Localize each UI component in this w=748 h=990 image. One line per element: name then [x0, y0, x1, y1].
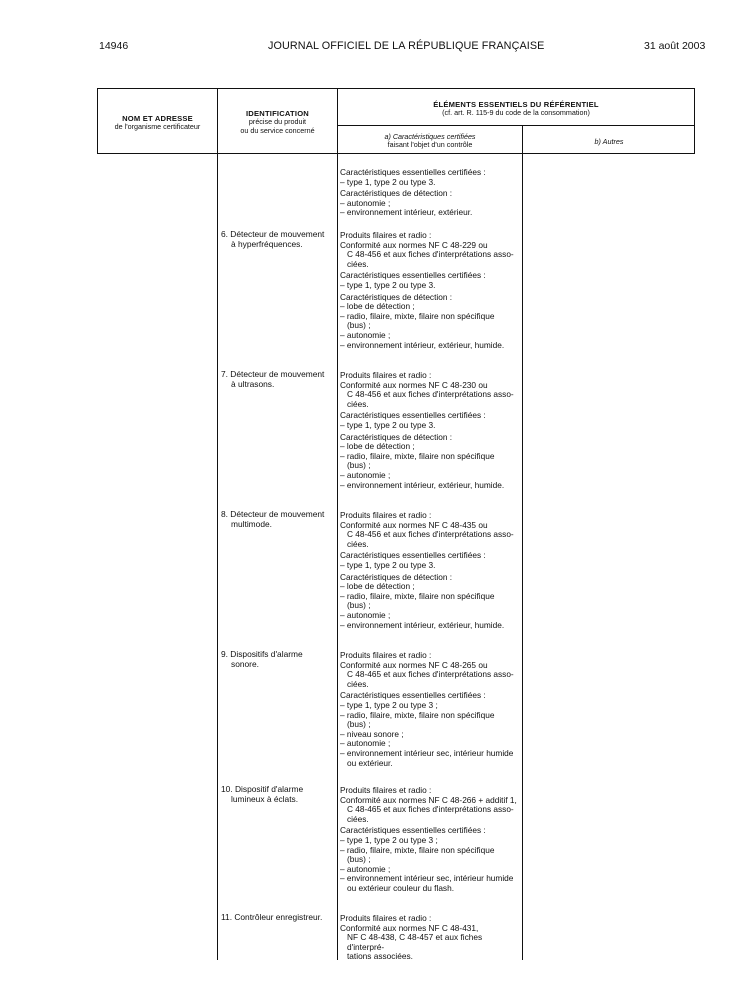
characteristics-line: – radio, filaire, mixte, filaire non spécifique: [340, 310, 495, 321]
characteristics-line: ou extérieur couleur du flash.: [347, 882, 455, 893]
characteristics-line: ciées.: [347, 678, 369, 689]
col-header-identification-line2: précise du produit: [248, 117, 307, 127]
product-identification: [221, 369, 329, 389]
characteristics-line: C 48-465 et aux fiches d'interprétations asso-: [347, 669, 514, 680]
header-bottom-border: [97, 153, 695, 154]
col-header-caracteristiques-line2: faisant l'objet d'un contrôle: [387, 140, 473, 150]
characteristics-line: (bus) ;: [347, 460, 371, 471]
characteristics-line: – lobe de détection ;: [340, 581, 415, 592]
characteristics-line: C 48-465 et aux fiches d'interprétations asso-: [347, 804, 514, 815]
characteristics-line: – niveau sonore ;: [340, 728, 404, 739]
characteristics-line: ciées.: [347, 258, 369, 269]
product-line: à ultrasons.: [231, 379, 275, 389]
characteristics-line: ciées.: [347, 538, 369, 549]
product-identification: [221, 784, 329, 804]
characteristics-line: – environnement intérieur sec, intérieur humide: [340, 873, 514, 884]
col-header-organisme-line2: de l'organisme certificateur: [114, 122, 201, 132]
characteristics-line: Caractéristiques essentielles certifiées :: [340, 270, 486, 281]
characteristics-line: – type 1, type 2 ou type 3.: [340, 419, 436, 430]
characteristics-line: – environnement intérieur, extérieur.: [340, 207, 473, 218]
col-header-identification-line1: IDENTIFICATION: [246, 109, 309, 118]
right-border: [694, 88, 695, 154]
product-line: sonore.: [231, 659, 259, 669]
characteristics-line: Caractéristiques de détection :: [340, 188, 453, 199]
product-identification: [221, 229, 329, 249]
characteristics-line: Produits filaires et radio :: [340, 650, 432, 660]
characteristics-block: [340, 229, 518, 350]
characteristics-line: Caractéristiques de détection :: [340, 291, 453, 302]
product-line: 6. Détecteur de mouvement: [221, 229, 325, 239]
characteristics-line: Produits filaires et radio :: [340, 913, 432, 923]
characteristics-block: [340, 649, 518, 768]
characteristics-line: – lobe de détection ;: [340, 441, 415, 452]
characteristics-block: [340, 509, 518, 630]
characteristics-block: [340, 369, 518, 490]
characteristics-line: – environnement intérieur, extérieur, humide.: [340, 339, 505, 350]
product-line: à hyperfréquences.: [231, 239, 303, 249]
characteristics-line: – type 1, type 2 ou type 3.: [340, 279, 436, 290]
product-line: 10. Dispositif d'alarme: [221, 784, 304, 794]
product-identification: [221, 509, 329, 529]
characteristics-line: (bus) ;: [347, 320, 371, 331]
characteristics-line: tations associées.: [347, 951, 413, 962]
col2-divider: [337, 88, 338, 960]
product-line: 9. Dispositifs d'alarme: [221, 649, 303, 659]
characteristics-line: – lobe de détection ;: [340, 301, 415, 312]
characteristics-line: (bus) ;: [347, 719, 371, 730]
characteristics-line: Caractéristiques essentielles certifiées :: [340, 410, 486, 421]
journal-title: JOURNAL OFFICIEL DE LA RÉPUBLIQUE FRANÇAISE: [268, 40, 545, 52]
characteristics-block: [340, 166, 518, 218]
col-header-caracteristiques: [339, 133, 521, 150]
left-border: [97, 88, 98, 154]
product-identification: [221, 649, 329, 669]
characteristics-line: Caractéristiques essentielles certifiées :: [340, 825, 486, 836]
characteristics-line: – radio, filaire, mixte, filaire non spécifique: [340, 709, 495, 720]
col-header-caracteristiques-line1: a) Caractéristiques certifiées: [384, 132, 476, 141]
characteristics-line: (bus) ;: [347, 600, 371, 611]
characteristics-line: Caractéristiques essentielles certifiées :: [340, 690, 486, 701]
characteristics-line: C 48-456 et aux fiches d'interprétations asso-: [347, 249, 514, 260]
product-line: 11. Contrôleur enregistreur.: [221, 912, 323, 922]
characteristics-line: – environnement intérieur sec, intérieur humide: [340, 747, 514, 758]
characteristics-line: ou extérieur.: [347, 757, 393, 768]
col-header-elements-line2: (cf. art. R. 115-9 du code de la consommation): [442, 108, 590, 118]
characteristics-line: Produits filaires et radio :: [340, 230, 432, 240]
characteristics-line: Produits filaires et radio :: [340, 370, 432, 380]
col-header-autres: b) Autres: [594, 137, 624, 146]
product-line: 7. Détecteur de mouvement: [221, 369, 325, 379]
characteristics-line: Conformité aux normes NF C 48-230 ou: [340, 379, 488, 390]
characteristics-line: C 48-456 et aux fiches d'interprétations asso-: [347, 529, 514, 540]
col-header-identification-line3: ou du service concerné: [240, 125, 315, 135]
characteristics-line: – autonomie ;: [340, 329, 391, 340]
col-header-organisme: [99, 115, 216, 132]
characteristics-line: – autonomie ;: [340, 469, 391, 480]
col1-divider: [217, 88, 218, 960]
characteristics-line: – type 1, type 2 ou type 3 ;: [340, 699, 438, 710]
product-line: lumineux à éclats.: [231, 794, 299, 804]
characteristics-line: – type 1, type 2 ou type 3.: [340, 176, 436, 187]
col-header-elements-line1: ÉLÉMENTS ESSENTIELS DU RÉFÉRENTIEL: [433, 100, 599, 109]
characteristics-line: Produits filaires et radio :: [340, 510, 432, 520]
characteristics-line: C 48-456 et aux fiches d'interprétations asso-: [347, 389, 514, 400]
col-header-organisme-line1: NOM ET ADRESSE: [122, 114, 193, 123]
characteristics-line: – radio, filaire, mixte, filaire non spécifique: [340, 450, 495, 461]
publication-date: 31 août 2003: [644, 40, 706, 52]
characteristics-line: Caractéristiques essentielles certifiées :: [340, 550, 486, 561]
product-line: multimode.: [231, 519, 272, 529]
characteristics-line: Caractéristiques essentielles certifiées :: [340, 167, 486, 177]
characteristics-line: – autonomie ;: [340, 863, 391, 874]
characteristics-line: – autonomie ;: [340, 609, 391, 620]
characteristics-line: Conformité aux normes NF C 48-265 ou: [340, 659, 488, 670]
characteristics-line: Conformité aux normes NF C 48-266 + additif 1,: [340, 794, 517, 805]
characteristics-line: ciées.: [347, 813, 369, 824]
characteristics-line: Caractéristiques de détection :: [340, 571, 453, 582]
characteristics-line: – autonomie ;: [340, 197, 391, 208]
characteristics-line: – environnement intérieur, extérieur, humide.: [340, 619, 505, 630]
characteristics-line: Conformité aux normes NF C 48-229 ou: [340, 239, 488, 250]
characteristics-line: Produits filaires et radio :: [340, 785, 432, 795]
characteristics-line: Caractéristiques de détection :: [340, 431, 453, 442]
characteristics-line: ciées.: [347, 398, 369, 409]
col-header-elements: [339, 101, 693, 118]
characteristics-line: – environnement intérieur, extérieur, humide.: [340, 479, 505, 490]
characteristics-line: Conformité aux normes NF C 48-431,: [340, 922, 479, 933]
characteristics-line: Conformité aux normes NF C 48-435 ou: [340, 519, 488, 530]
characteristics-line: – radio, filaire, mixte, filaire non spécifique: [340, 590, 495, 601]
product-line: 8. Détecteur de mouvement: [221, 509, 325, 519]
characteristics-line: – type 1, type 2 ou type 3 ;: [340, 834, 438, 845]
page-number: 14946: [99, 40, 129, 52]
characteristics-line: NF C 48-438, C 48-457 et aux fiches d'interpré-: [347, 932, 483, 952]
characteristics-line: (bus) ;: [347, 854, 371, 865]
characteristics-block: [340, 912, 518, 962]
characteristics-line: – radio, filaire, mixte, filaire non spécifique: [340, 844, 495, 855]
table-top-border: [97, 88, 695, 89]
characteristics-line: – autonomie ;: [340, 738, 391, 749]
characteristics-block: [340, 784, 518, 894]
product-identification: [221, 912, 329, 922]
characteristics-line: – type 1, type 2 ou type 3.: [340, 559, 436, 570]
subheader-divider: [337, 125, 695, 126]
col-header-identification: [219, 110, 336, 135]
col3-divider: [522, 125, 523, 960]
